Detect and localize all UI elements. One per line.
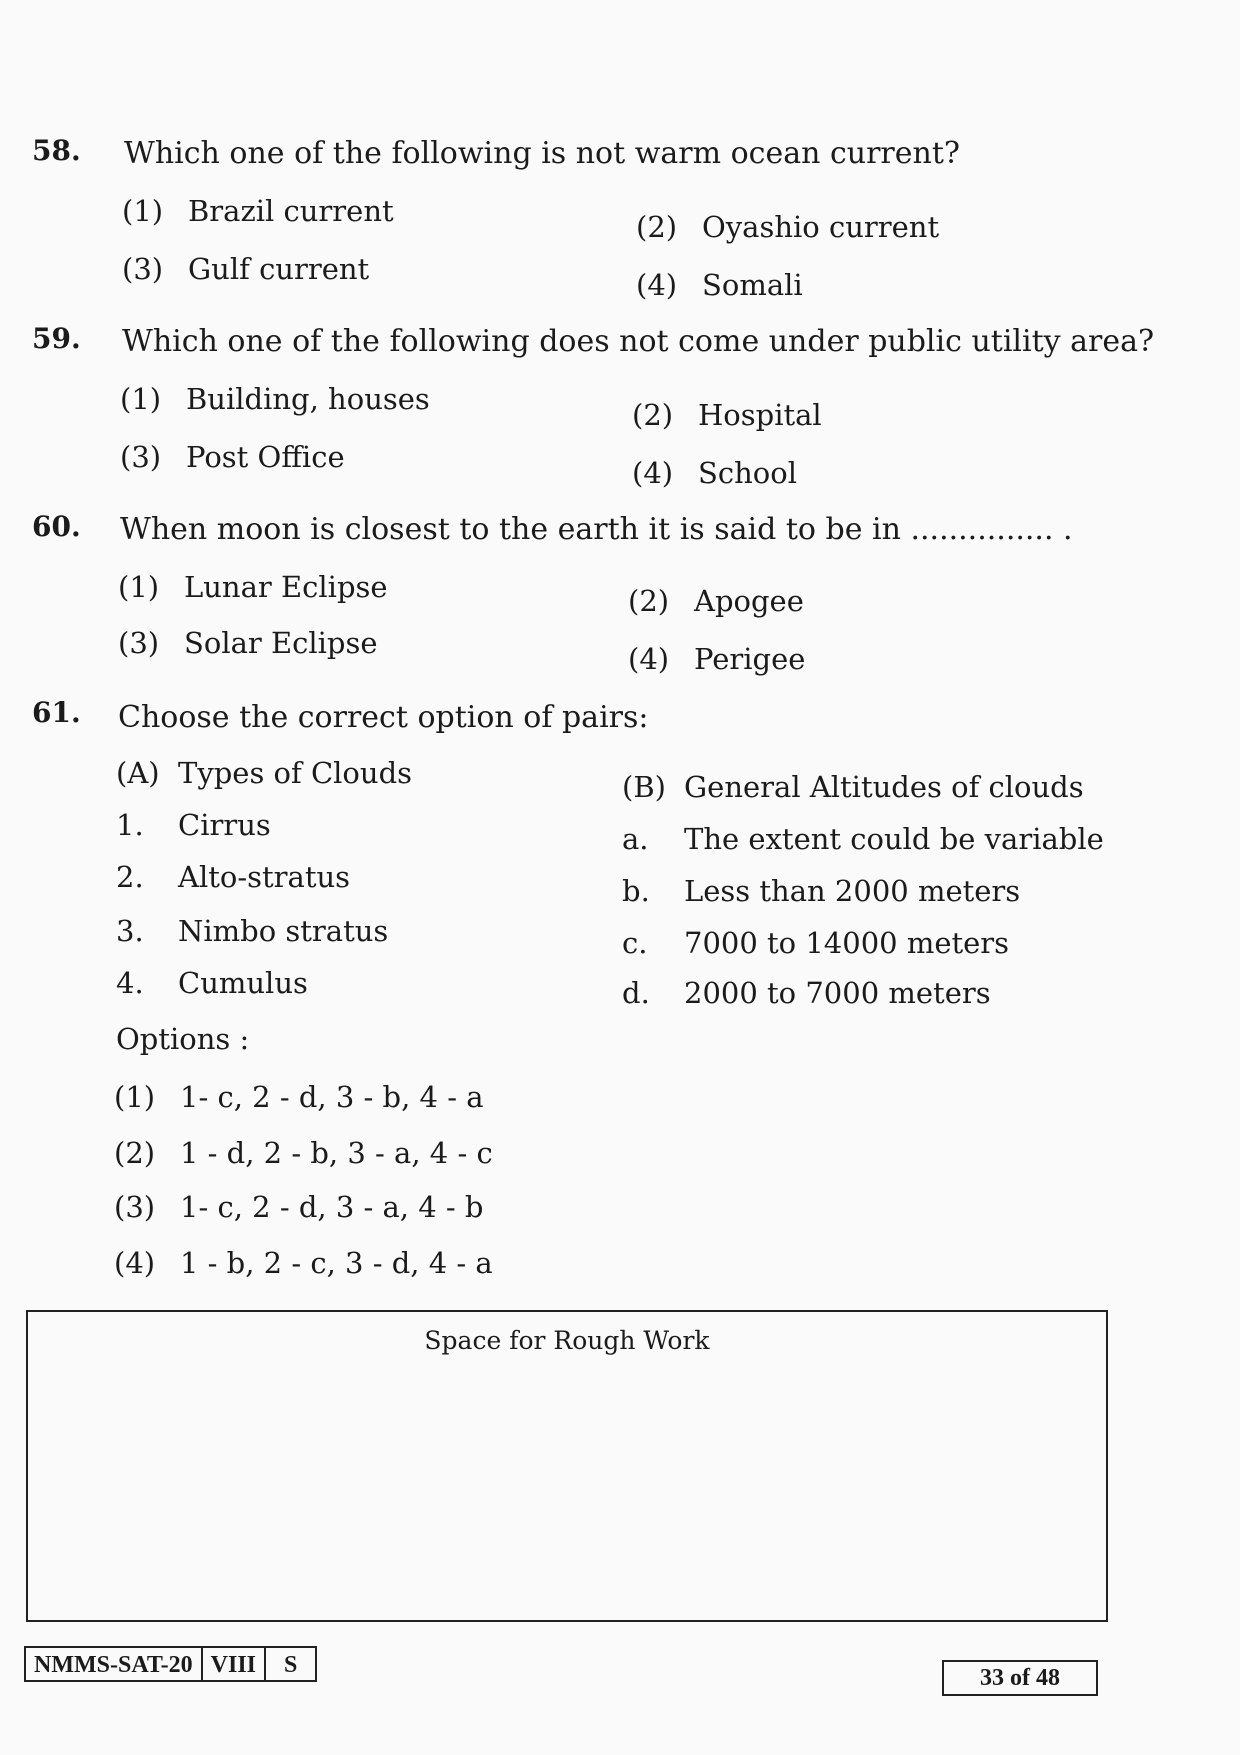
column-b-heading: (B) General Altitudes of clouds bbox=[622, 770, 1084, 804]
column-b-item: a. The extent could be variable bbox=[622, 822, 1104, 856]
question-number: 58. bbox=[32, 134, 81, 167]
rough-work-box bbox=[26, 1310, 1108, 1622]
question-number: 59. bbox=[32, 322, 81, 355]
set-code: S bbox=[284, 1652, 298, 1678]
column-a-heading: (A) Types of Clouds bbox=[116, 756, 413, 790]
page-number: 33 of 48 bbox=[942, 1660, 1098, 1696]
exam-code: NMMS-SAT-20 bbox=[26, 1648, 203, 1680]
rough-work-title: Space for Rough Work bbox=[424, 1326, 710, 1355]
option-1[interactable]: (1) Brazil current bbox=[122, 194, 394, 228]
question-text: Which one of the following is not warm ocean current? bbox=[124, 136, 960, 171]
column-b-item: d. 2000 to 7000 meters bbox=[622, 976, 991, 1010]
option-1[interactable]: (1) 1- c, 2 - d, 3 - b, 4 - a bbox=[114, 1080, 484, 1114]
column-a-item: 3. Nimbo stratus bbox=[116, 914, 389, 948]
question-text: When moon is closest to the earth it is said to be in ............... . bbox=[120, 512, 1073, 547]
option-4[interactable]: (4) Perigee bbox=[628, 642, 806, 676]
option-2[interactable]: (2) 1 - d, 2 - b, 3 - a, 4 - c bbox=[114, 1136, 493, 1170]
option-4[interactable]: (4) Somali bbox=[636, 268, 803, 302]
question-number: 61. bbox=[32, 696, 81, 729]
option-4[interactable]: (4) 1 - b, 2 - c, 3 - d, 4 - a bbox=[114, 1246, 493, 1280]
question-number: 60. bbox=[32, 510, 81, 543]
question-text: Which one of the following does not come under public utility area? bbox=[122, 324, 1155, 359]
column-b-item: b. Less than 2000 meters bbox=[622, 874, 1021, 908]
exam-code-box bbox=[24, 1646, 317, 1682]
column-a-item: 2. Alto-stratus bbox=[116, 860, 351, 894]
option-2[interactable]: (2) Apogee bbox=[628, 584, 804, 618]
option-3[interactable]: (3) 1- c, 2 - d, 3 - a, 4 - b bbox=[114, 1190, 484, 1224]
column-b-item: c. 7000 to 14000 meters bbox=[622, 926, 1010, 960]
option-2[interactable]: (2) Oyashio current bbox=[636, 210, 940, 244]
option-1[interactable]: (1) Lunar Eclipse bbox=[118, 570, 388, 604]
column-a-item: 4. Cumulus bbox=[116, 966, 308, 1000]
class-code: VIII bbox=[203, 1648, 266, 1680]
options-label: Options : bbox=[116, 1022, 250, 1056]
question-text: Choose the correct option of pairs: bbox=[118, 700, 649, 735]
option-2[interactable]: (2) Hospital bbox=[632, 398, 822, 432]
option-3[interactable]: (3) Solar Eclipse bbox=[118, 626, 378, 660]
option-4[interactable]: (4) School bbox=[632, 456, 797, 490]
option-3[interactable]: (3) Post Office bbox=[120, 440, 345, 474]
column-a-item: 1. Cirrus bbox=[116, 808, 271, 842]
option-3[interactable]: (3) Gulf current bbox=[122, 252, 370, 286]
option-1[interactable]: (1) Building, houses bbox=[120, 382, 430, 416]
